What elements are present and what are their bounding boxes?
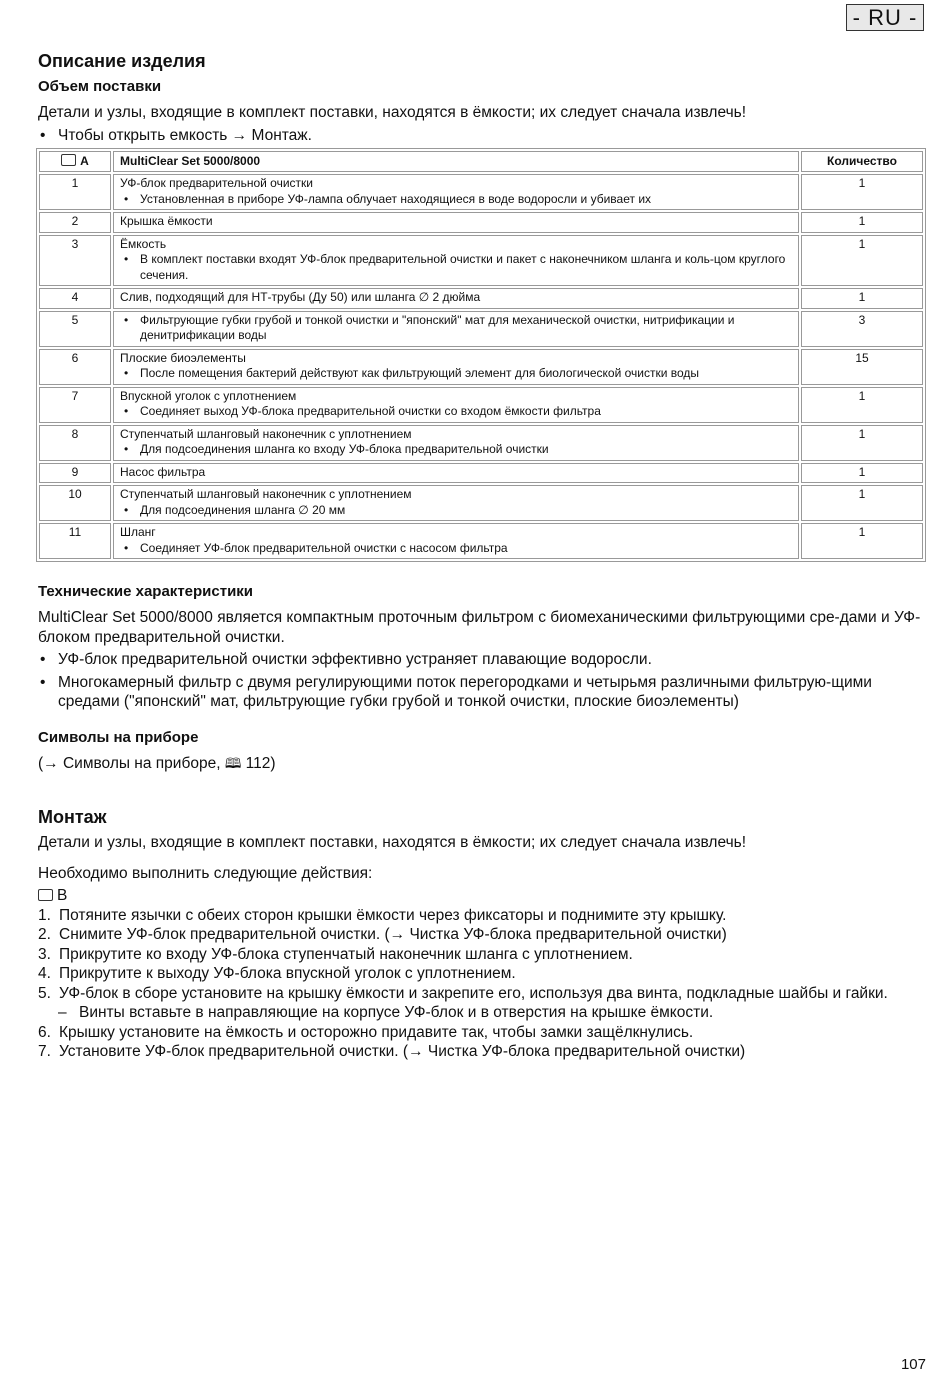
- item-quantity: 1: [801, 387, 923, 423]
- page-content: [38, 48, 926, 1062]
- item-description: [113, 349, 799, 385]
- step-text: Снимите УФ-блок предварительной очистки. (→ Чистка УФ-блока предварительной очистки): [59, 926, 727, 943]
- step-text: Крышку установите на ёмкость и осторожно придавите так, чтобы замки защёлкнулись.: [59, 1023, 694, 1041]
- figure-box-icon: [38, 889, 53, 901]
- table-row: [39, 288, 923, 309]
- item-note: • Установленная в приборе УФ-лампа облучает находящиеся в воде водоросли и убивает их: [120, 192, 792, 208]
- item-name: Крышка ёмкости: [120, 214, 213, 228]
- item-description: [113, 288, 799, 309]
- subsection-title-tech: Технические характеристики: [38, 583, 254, 600]
- subsection-title-symbols: Символы на приборе: [38, 728, 199, 746]
- table-row: [39, 311, 923, 347]
- section-title-description: Описание изделия: [38, 51, 206, 71]
- item-name: Ступенчатый шланговый наконечник с уплотнением: [120, 426, 412, 441]
- item-quantity: 3: [801, 311, 923, 347]
- table-row: [39, 349, 923, 385]
- tech-description: MultiClear Set 5000/8000 является компактным проточным фильтром с биомеханическими фильтрующими сре-дами и УФ-блоком предварительной очистки.: [38, 609, 921, 646]
- language-tab: - RU -: [846, 4, 924, 31]
- symbols-ref-page: 112): [241, 754, 276, 772]
- item-note: • Для подсоединения шланга ко входу УФ-блока предварительной очистки: [120, 442, 792, 458]
- installation-intro: Детали и узлы, входящие в комплект поставки, находятся в ёмкости; их следует сначала извлечь!: [38, 834, 747, 851]
- item-description: [113, 425, 799, 461]
- item-name: Слив, подходящий для НТ-трубы (Ду 50) или шланга ∅ 2 дюйма: [120, 290, 481, 304]
- tech-bullet: • Многокамерный фильтр с двумя регулирующими поток перегородками и четырьмя различными фильтрую-щими средами ("японский" мат, фильтрующие губки грубой и тонкой очистки, плоские биоэлементы): [38, 673, 926, 712]
- step-item: [38, 1023, 926, 1043]
- table-row: [39, 463, 923, 484]
- item-quantity: 1: [801, 485, 923, 521]
- item-number: 10: [39, 485, 111, 521]
- delivery-table: [36, 148, 926, 562]
- item-number: 11: [39, 523, 111, 559]
- item-number: 5: [39, 311, 111, 347]
- item-quantity: 1: [801, 463, 923, 484]
- table-header-row: [39, 151, 923, 172]
- item-number: 7: [39, 387, 111, 423]
- item-description: [113, 235, 799, 287]
- step-number: 4.: [38, 965, 51, 982]
- table-row: [39, 212, 923, 233]
- table-row: [39, 235, 923, 287]
- step-text: Прикрутите ко входу УФ-блока ступенчатый наконечник шланга с уплотнением.: [59, 945, 633, 963]
- item-number: 2: [39, 212, 111, 233]
- item-name: Впускной уголок с уплотнением: [120, 388, 297, 403]
- page-number: 107: [900, 1356, 926, 1373]
- step-number: 5.: [38, 984, 51, 1002]
- section-title-installation: Монтаж: [38, 807, 107, 827]
- delivery-intro: Детали и узлы, входящие в комплект поставки, находятся в ёмкости; их следует сначала извлечь!: [38, 104, 747, 121]
- step-text: Прикрутите к выходу УФ-блока впускной уголок с уплотнением.: [59, 965, 516, 982]
- item-name: Ступенчатый шланговый наконечник с уплотнением: [120, 487, 412, 501]
- item-description: [113, 311, 799, 347]
- item-quantity: 1: [801, 212, 923, 233]
- step-item: [38, 984, 926, 1004]
- figure-ref: [38, 886, 926, 906]
- symbols-ref-text: (→ Символы на приборе,: [38, 754, 225, 772]
- item-description: [113, 463, 799, 484]
- table-row: [39, 425, 923, 461]
- item-description: [113, 387, 799, 423]
- step-item: [38, 964, 926, 984]
- substep: – Винты вставьте в направляющие на корпусе УФ-блок и в отверстия на крышке ёмкости.: [38, 1003, 926, 1023]
- item-note: • В комплект поставки входят УФ-блок предварительной очистки и пакет с наконечником шланга и коль-цом круглого сечения.: [120, 252, 792, 283]
- installation-steps: [38, 906, 926, 1004]
- item-quantity: 1: [801, 523, 923, 559]
- item-note: • После помещения бактерий действуют как фильтрующий элемент для биологической очистки воды: [120, 366, 792, 382]
- table-header-figure-label: A: [80, 154, 89, 168]
- item-quantity: 1: [801, 425, 923, 461]
- installation-steps-cont: [38, 1023, 926, 1062]
- item-description: [113, 174, 799, 210]
- item-name: Плоские биоэлементы: [120, 350, 246, 365]
- step-number: 6.: [38, 1023, 51, 1041]
- item-name: УФ-блок предварительной очистки: [120, 176, 313, 190]
- table-header-quantity: Количество: [801, 151, 923, 172]
- item-quantity: 1: [801, 174, 923, 210]
- item-note: • Соединяет УФ-блок предварительной очистки с насосом фильтра: [120, 541, 792, 557]
- item-number: 6: [39, 349, 111, 385]
- item-quantity: 1: [801, 235, 923, 287]
- step-number: 7.: [38, 1043, 51, 1060]
- item-quantity: 15: [801, 349, 923, 385]
- item-number: 4: [39, 288, 111, 309]
- step-item: [38, 945, 926, 965]
- item-number: 9: [39, 463, 111, 484]
- actions-label: Необходимо выполнить следующие действия:: [38, 864, 373, 882]
- step-number: 2.: [38, 926, 51, 943]
- item-number: 1: [39, 174, 111, 210]
- table-header-name: MultiClear Set 5000/8000: [113, 151, 799, 172]
- table-row: [39, 387, 923, 423]
- step-item: [38, 1042, 926, 1062]
- step-number: 3.: [38, 945, 51, 963]
- delivery-bullet: • Чтобы открыть емкость → Монтаж.: [38, 126, 926, 146]
- table-header-figure: [39, 151, 111, 172]
- item-quantity: 1: [801, 288, 923, 309]
- symbols-reference: [38, 754, 926, 774]
- item-description: [113, 523, 799, 559]
- item-description: [113, 485, 799, 521]
- step-text: УФ-блок в сборе установите на крышку ёмкости и закрепите его, используя два винта, подкладные шайбы и гайки.: [59, 984, 888, 1002]
- item-number: 3: [39, 235, 111, 287]
- item-note: • Соединяет выход УФ-блока предварительной очистки со входом ёмкости фильтра: [120, 404, 792, 420]
- item-name: Шланг: [120, 525, 156, 539]
- item-name: Ёмкость: [120, 236, 167, 251]
- figure-box-icon: [61, 154, 76, 166]
- item-number: 8: [39, 425, 111, 461]
- item-note: • Для подсоединения шланга ∅ 20 мм: [120, 503, 792, 519]
- table-row: [39, 523, 923, 559]
- item-name: Насос фильтра: [120, 464, 206, 479]
- step-item: [38, 906, 926, 926]
- subsection-title-delivery: Объем поставки: [38, 78, 162, 95]
- book-icon: 🕮: [224, 754, 242, 771]
- step-text: Установите УФ-блок предварительной очистки. (→ Чистка УФ-блока предварительной очистки): [59, 1043, 746, 1060]
- item-description: [113, 212, 799, 233]
- step-number: 1.: [38, 906, 51, 924]
- table-row: [39, 174, 923, 210]
- figure-ref-label: B: [57, 887, 68, 904]
- tech-bullet: • УФ-блок предварительной очистки эффективно устраняет плавающие водоросли.: [38, 650, 926, 670]
- step-item: [38, 925, 926, 945]
- table-row: [39, 485, 923, 521]
- step-text: Потяните язычки с обеих сторон крышки ёмкости через фиксаторы и поднимите эту крышку.: [59, 906, 727, 924]
- item-note: • Фильтрующие губки грубой и тонкой очистки и "японский" мат для механической очистки, нитрификации и денитрификации воды: [120, 313, 792, 344]
